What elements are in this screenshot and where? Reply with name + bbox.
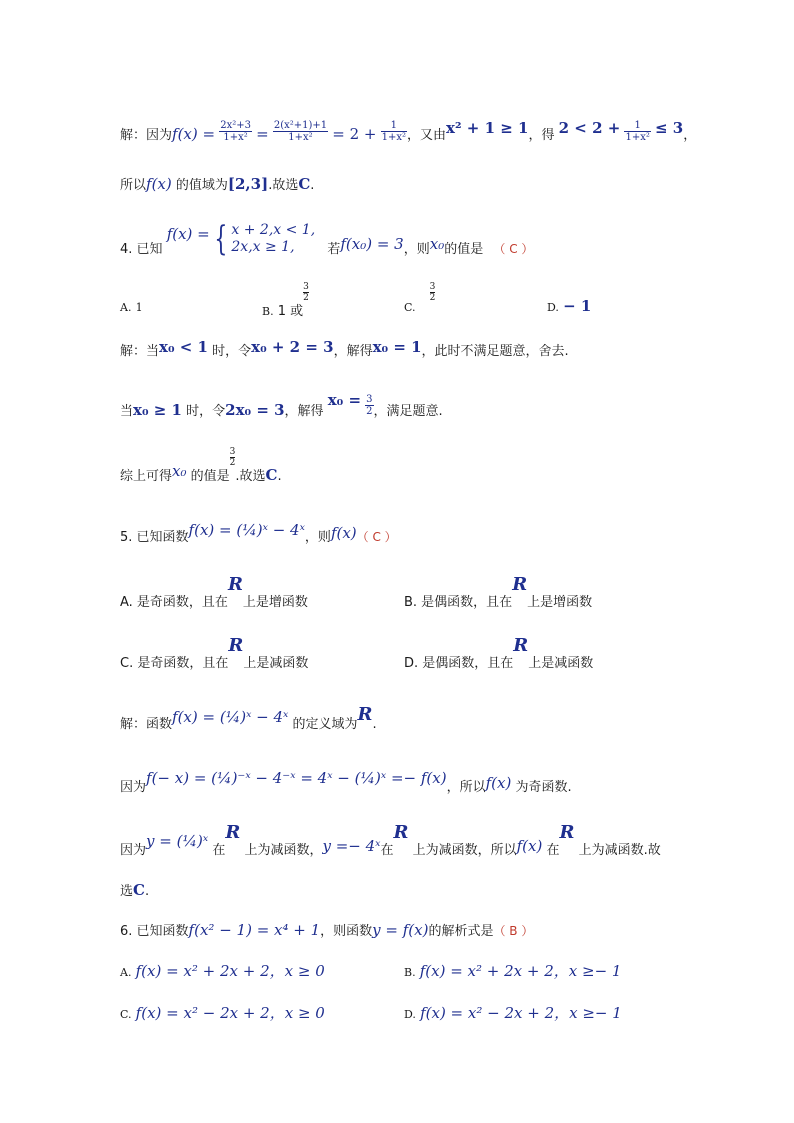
q6-option-b: B. f(x) = x² + 2x + 2，x ≥− 1 <box>404 962 622 980</box>
set-R: R <box>357 704 373 725</box>
answer-marker: （ B ） <box>493 924 534 938</box>
solution-4-line-1: 解：当x₀ < 1 时，令x₀ + 2 = 3，解得x₀ = 1，此时不满足题意，舍去. <box>120 338 569 359</box>
q4-option-d: D. − 1 <box>547 297 592 315</box>
solution-5-line-3: 因为y = (¼)ˣ 在R 上为减函数，y =− 4ˣ在R 上为减函数，所以f(x) 在R 上为减函数.故 <box>120 822 661 858</box>
fraction: $\frac{1}{\text{1+x²}}$ <box>625 120 650 143</box>
fraction: $\frac{3}{2}$ <box>366 394 373 417</box>
question-4: 4. 已知 f(x) = { x + 2,x < 1, 2x,x ≥ 1, 若f(x₀) = 3，则x₀的值是 （ C ） <box>120 219 534 259</box>
fraction: $\frac{3}{2}$ <box>229 447 236 468</box>
solution-5-line-2: 因为f(− x) = (¼)⁻ˣ − 4⁻ˣ = 4ˣ − (¼)ˣ =− f(x)，所以f(x) 为奇函数. <box>120 769 572 795</box>
q6-option-c: C. f(x) = x² − 2x + 2，x ≥ 0 <box>120 1004 325 1022</box>
q6-option-a: A. f(x) = x² + 2x + 2，x ≥ 0 <box>120 962 325 980</box>
answer-marker: （ C ） <box>493 241 534 256</box>
solution-5-line-4: 选C. <box>120 881 150 899</box>
answer-marker: （ C ） <box>356 530 397 544</box>
set-R: R <box>393 822 409 843</box>
solution-3-line-1: 解：因为f(x) = $\frac{\text{2x²+3}}{\text{1+x²}}$ = $\frac{\text{2(x²+1)+1}}{\text{1+x²}}$ = 2 + $\frac{1}{\text{1+x²}}$ ，又由x² + 1 ≥ 1，得 2 < 2 + $\frac{1}{\text{1+x²}}$ ≤ 3， <box>120 119 697 143</box>
set-R: R <box>227 574 243 595</box>
brace: { <box>214 219 228 259</box>
set-R: R <box>512 574 528 595</box>
q5-option-b: B. 是偶函数，且在R上是增函数 <box>404 574 593 610</box>
q5-option-d: D. 是偶函数，且在R上是减函数 <box>404 635 594 671</box>
set-R: R <box>559 822 575 843</box>
fraction: $\frac{\text{2(x²+1)+1}}{\text{1+x²}}$ <box>273 120 328 143</box>
q5-option-c: C. 是奇函数，且在R上是减函数 <box>120 635 309 671</box>
fraction: $\frac{1}{\text{1+x²}}$ <box>381 120 407 143</box>
set-R: R <box>228 635 244 656</box>
q6-option-d: D. f(x) = x² − 2x + 2，x ≥− 1 <box>404 1004 622 1022</box>
fraction: $\frac{3}{2}$ <box>429 282 436 303</box>
piecewise: x + 2,x < 1, 2x,x ≥ 1, <box>231 222 316 255</box>
solution-4-line-2: 当x₀ ≥ 1 时，令2x₀ = 3，解得 x₀ = $\frac{3}{2}$ ，满足题意. <box>120 391 443 419</box>
text: 解：因为 <box>120 128 173 143</box>
math-f: f(x) = <box>172 125 216 143</box>
set-R: R <box>513 635 529 656</box>
solution-5-line-1: 解：函数f(x) = (¼)ˣ − 4ˣ 的定义域为R. <box>120 704 377 732</box>
question-6: 6. 已知函数f(x² − 1) = x⁴ + 1，则函数y = f(x)的解析式是（ B ） <box>120 921 534 939</box>
q4-option-a: A. 1 <box>120 301 143 314</box>
math-ineq: x² + 1 ≥ 1 <box>446 119 529 137</box>
set-R: R <box>225 822 241 843</box>
solution-3-line-2: 所以f(x) 的值域为[2,3].故选C. <box>120 175 315 193</box>
q4-option-b: B. 1 或$\frac{3}{2}$ <box>262 282 309 319</box>
solution-4-line-3: 综上可得x₀ 的值是$\frac{3}{2}$ .故选C. <box>120 447 282 484</box>
q5-option-a: A. 是奇函数，且在R上是增函数 <box>120 574 308 610</box>
fraction: $\frac{\text{2x²+3}}{\text{1+x²}}$ <box>220 120 251 143</box>
q4-option-c: C. $\frac{3}{2}$ <box>404 282 436 314</box>
fraction: $\frac{3}{2}$ <box>303 282 309 303</box>
question-5: 5. 已知函数f(x) = (¼)ˣ − 4ˣ，则f(x)（ C ） <box>120 521 397 545</box>
